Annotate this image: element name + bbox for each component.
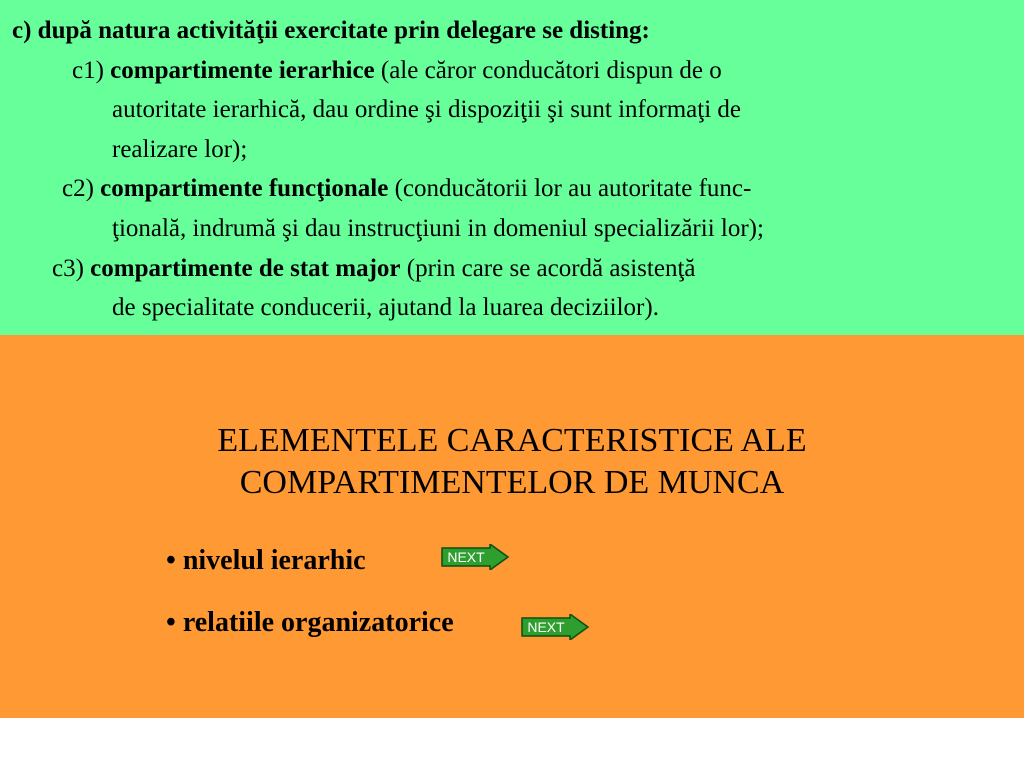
next-label: NEXT xyxy=(527,619,565,635)
item-label: nivelul ierarhic xyxy=(182,545,366,576)
c3-term: compartimente de stat major xyxy=(90,255,401,282)
c3-line-1 xyxy=(52,254,695,284)
elements-title-line-1: ELEMENTELE CARACTERISTICE ALE xyxy=(217,422,807,459)
c2-line-1 xyxy=(62,174,751,204)
c2-term: compartimente funcţionale xyxy=(100,175,389,202)
next-button-relatiile-organizatorice[interactable] xyxy=(520,614,590,640)
next-label: NEXT xyxy=(447,549,485,565)
bullet-marker: • xyxy=(166,545,176,576)
top-green-panel xyxy=(0,0,1024,335)
elements-title xyxy=(0,420,1024,504)
item-label: relatiile organizatorice xyxy=(182,607,454,638)
next-button-nivelul-ierarhic[interactable] xyxy=(440,544,510,570)
list-item-nivelul-ierarhic xyxy=(166,545,366,577)
c1-line-2: autoritate ierarhică, dau ordine şi dispoziţii şi sunt informaţi de xyxy=(112,96,741,123)
c3-desc-1: (prin care se acordă asistenţă xyxy=(406,255,696,282)
c1-desc-1: (ale căror conducători dispun de o xyxy=(380,57,722,84)
c2-line-2: ţională, indrumă şi dau instrucţiuni in domeniul specializării lor); xyxy=(112,215,764,242)
section-c-heading: c) după natura activităţii exercitate prin delegare se disting: xyxy=(12,17,650,44)
bottom-orange-panel xyxy=(0,335,1024,718)
c1-line-3: realizare lor); xyxy=(112,136,248,163)
c2-desc-1: (conducătorii lor au autoritate func- xyxy=(394,175,752,202)
list-item-relatiile-organizatorice xyxy=(166,607,454,639)
next-arrow-icon xyxy=(440,544,510,570)
c1-prefix: c1) xyxy=(72,57,104,84)
next-arrow-icon xyxy=(520,614,590,640)
c3-line-2: de specialitate conducerii, ajutand la luarea deciziilor). xyxy=(112,294,659,321)
c3-prefix: c3) xyxy=(52,255,84,282)
c2-prefix: c2) xyxy=(62,175,94,202)
c1-line-1 xyxy=(72,56,722,86)
c1-term: compartimente ierarhice xyxy=(110,57,375,84)
elements-title-line-2: COMPARTIMENTELOR DE MUNCA xyxy=(239,464,785,501)
bullet-marker: • xyxy=(166,607,176,638)
